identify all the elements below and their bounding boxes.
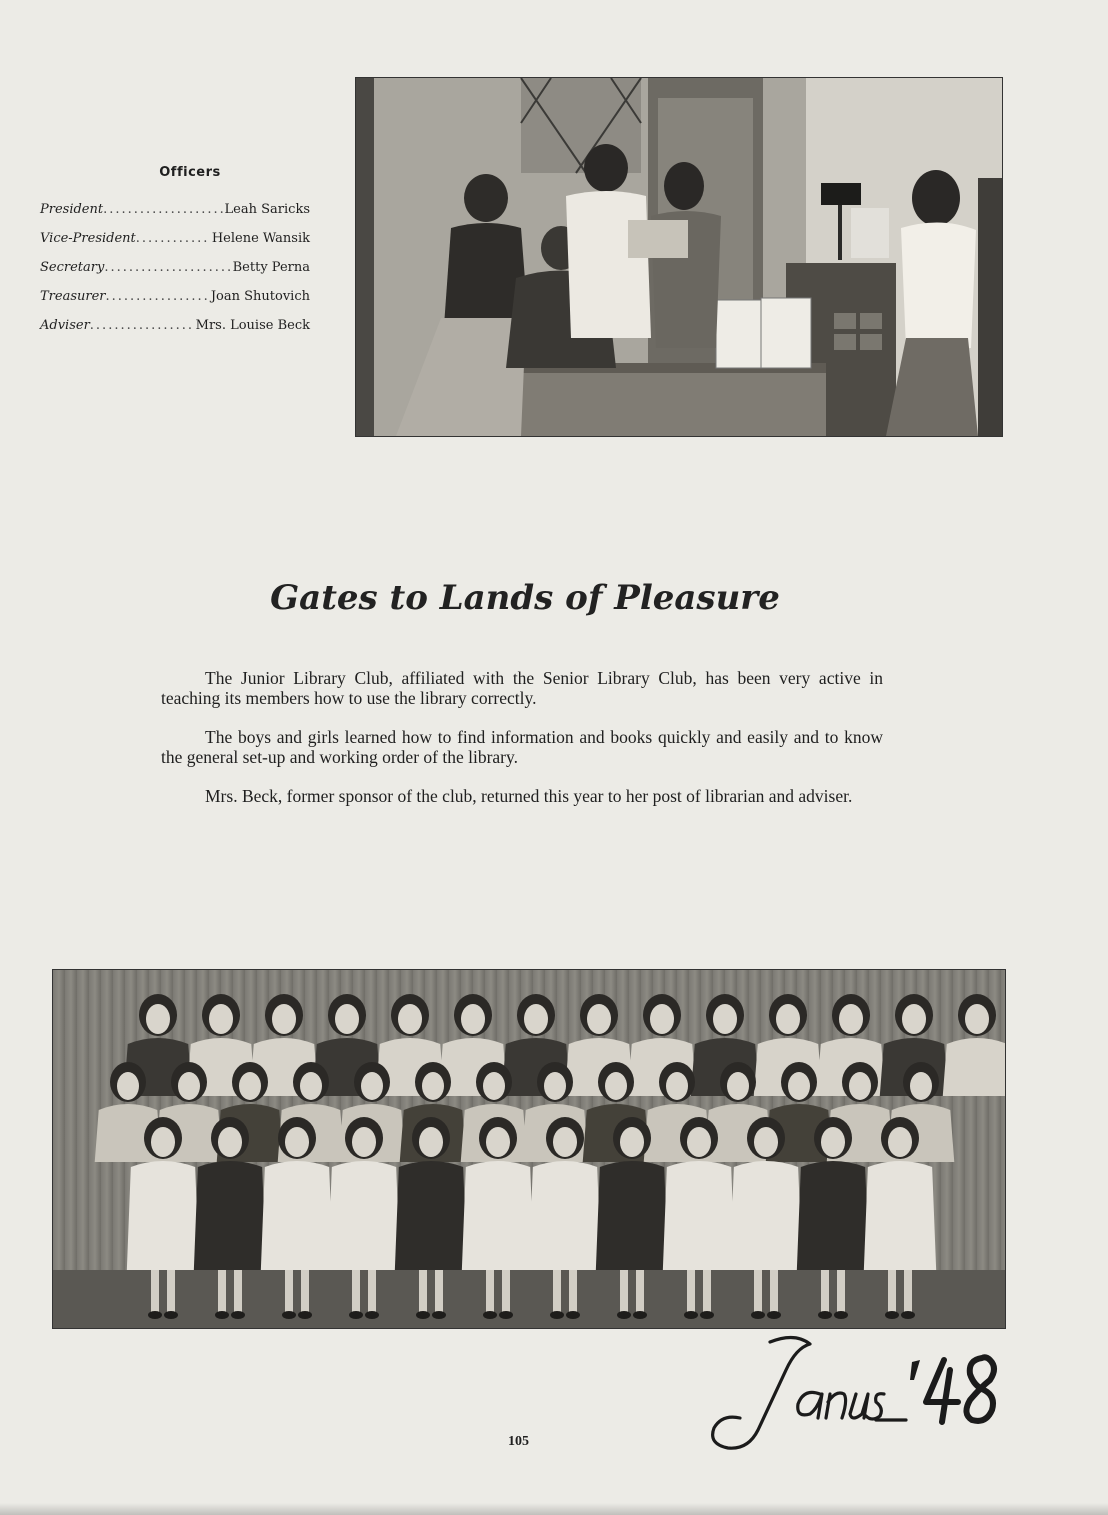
paragraph: The boys and girls learned how to find information and books quickly and easily and to know the general set-up and working order of the library.	[161, 727, 883, 767]
page-edge-shadow	[0, 1503, 1108, 1515]
paragraph: Mrs. Beck, former sponsor of the club, returned this year to her post of librarian and adviser.	[205, 786, 853, 806]
officer-name: Mrs. Louise Beck	[195, 318, 310, 333]
leader-dots	[104, 260, 230, 275]
officers-heading: Officers	[159, 165, 221, 180]
leader-dots	[103, 202, 222, 217]
officer-name: Helene Wansik	[211, 231, 310, 246]
paragraph: The Junior Library Club, affiliated with the Senior Library Club, has been very active in teaching its members how to use the library correctly.	[161, 668, 883, 708]
page-number: 105	[508, 1434, 529, 1449]
officer-name: Leah Saricks	[224, 202, 310, 217]
officer-role: President	[40, 202, 104, 217]
group-photo	[52, 969, 1006, 1329]
group-member-figure	[943, 994, 1005, 1096]
officer-role: Vice-President	[40, 231, 136, 246]
officer-row	[40, 260, 310, 289]
officers-photo	[355, 77, 1003, 437]
janus-signature	[700, 1330, 1020, 1460]
officer-name: Joan Shutovich	[210, 289, 310, 304]
officer-row	[40, 318, 310, 347]
officer-row	[40, 231, 310, 260]
officer-role: Treasurer	[40, 289, 106, 304]
leader-dots	[136, 231, 210, 246]
page-title: Gates to Lands of Pleasure	[270, 578, 780, 618]
officer-row	[40, 289, 310, 318]
leader-dots	[106, 289, 209, 304]
officers-list	[40, 165, 310, 347]
officer-row	[40, 202, 310, 231]
officer-role: Secretary	[40, 260, 105, 275]
officer-name: Betty Perna	[232, 260, 310, 275]
body-text	[161, 668, 883, 825]
leader-dots	[90, 318, 194, 333]
officer-role: Adviser	[40, 318, 90, 333]
